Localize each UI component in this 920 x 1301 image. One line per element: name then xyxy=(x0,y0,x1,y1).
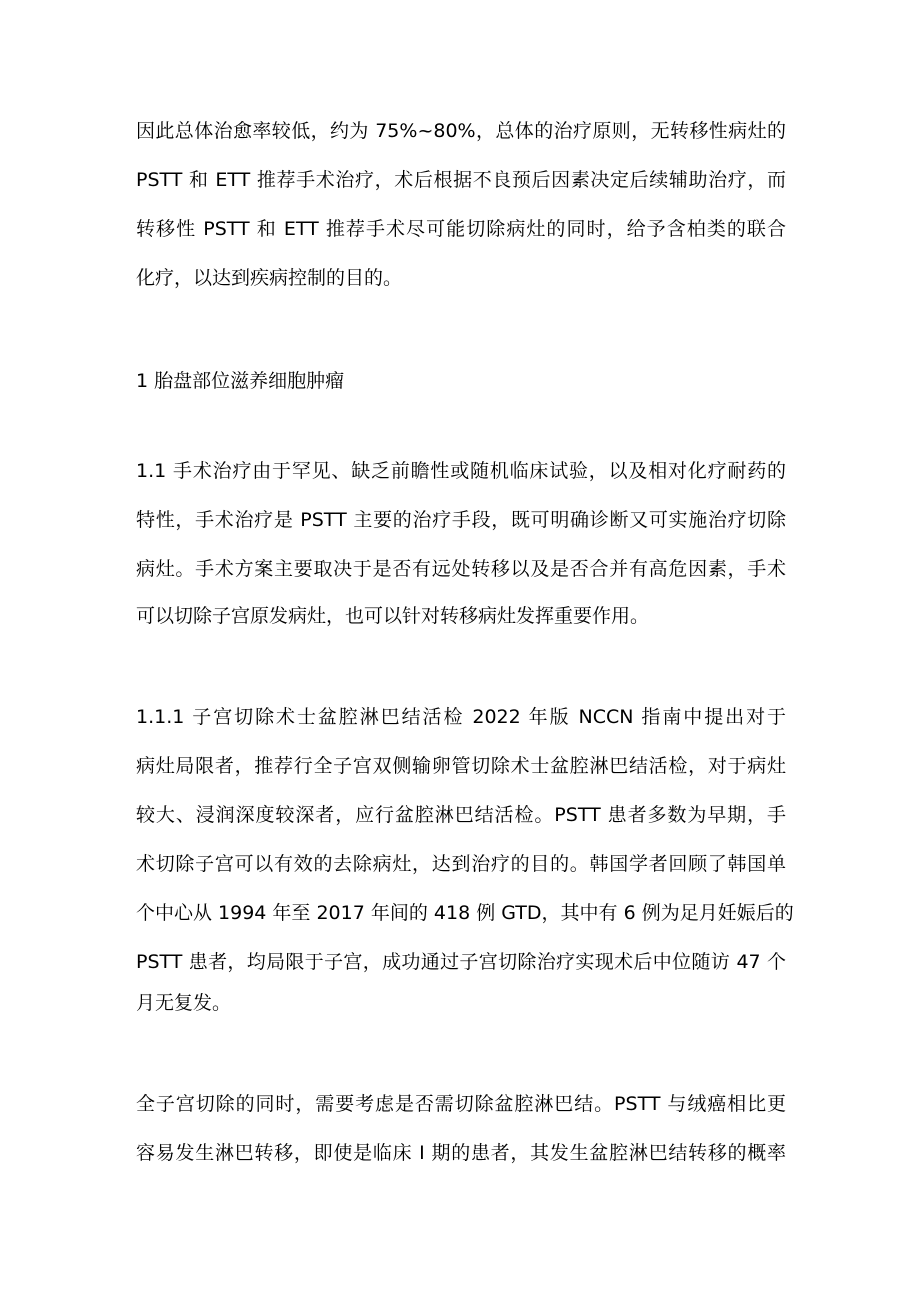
paragraph-line: 病灶。手术方案主要取决于是否有远处转移以及是否合并有高危因素，手术 xyxy=(136,558,786,580)
paragraph-line: 容易发生淋巴转移，即使是临床 I 期的患者，其发生盆腔淋巴结转移的概率 xyxy=(136,1142,786,1164)
section-heading: 1 胎盘部位滋养细胞肿瘤 xyxy=(136,370,345,392)
paragraph-line: 全子宫切除的同时，需要考虑是否需切除盆腔淋巴结。PSTT 与绒癌相比更 xyxy=(136,1093,786,1115)
paragraph-line: 月无复发。 xyxy=(136,992,232,1014)
paragraph-line: 因此总体治愈率较低，约为 75%~80%，总体的治疗原则，无转移性病灶的 xyxy=(136,120,786,142)
paragraph-line: PSTT 和 ETT 推荐手术治疗，术后根据不良预后因素决定后续辅助治疗，而 xyxy=(136,169,786,191)
paragraph-line: 个中心从 1994 年至 2017 年间的 418 例 GTD，其中有 6 例为足月妊娠后的 xyxy=(136,902,794,924)
paragraph-line: 1.1.1 子宫切除术士盆腔淋巴结活检 2022 年版 NCCN 指南中提出对于 xyxy=(136,706,786,728)
paragraph-line: 较大、浸润深度较深者，应行盆腔淋巴结活检。PSTT 患者多数为早期，手 xyxy=(136,804,786,826)
paragraph-line: PSTT 患者，均局限于子宫，成功通过子宫切除治疗实现术后中位随访 47 个 xyxy=(136,951,786,973)
paragraph-line: 转移性 PSTT 和 ETT 推荐手术尽可能切除病灶的同时，给予含柏类的联合 xyxy=(136,218,786,240)
paragraph-line: 可以切除子宫原发病灶，也可以针对转移病灶发挥重要作用。 xyxy=(136,605,650,627)
paragraph-line: 术切除子宫可以有效的去除病灶，达到治疗的目的。韩国学者回顾了韩国单 xyxy=(136,853,786,875)
paragraph-line: 1.1 手术治疗由于罕见、缺乏前瞻性或随机临床试验，以及相对化疗耐药的 xyxy=(136,460,786,482)
paragraph-line: 病灶局限者，推荐行全子宫双侧输卵管切除术士盆腔淋巴结活检，对于病灶 xyxy=(136,755,786,777)
paragraph-line: 化疗，以达到疾病控制的目的。 xyxy=(136,267,403,289)
paragraph-line: 特性，手术治疗是 PSTT 主要的治疗手段，既可明确诊断又可实施治疗切除 xyxy=(136,509,786,531)
